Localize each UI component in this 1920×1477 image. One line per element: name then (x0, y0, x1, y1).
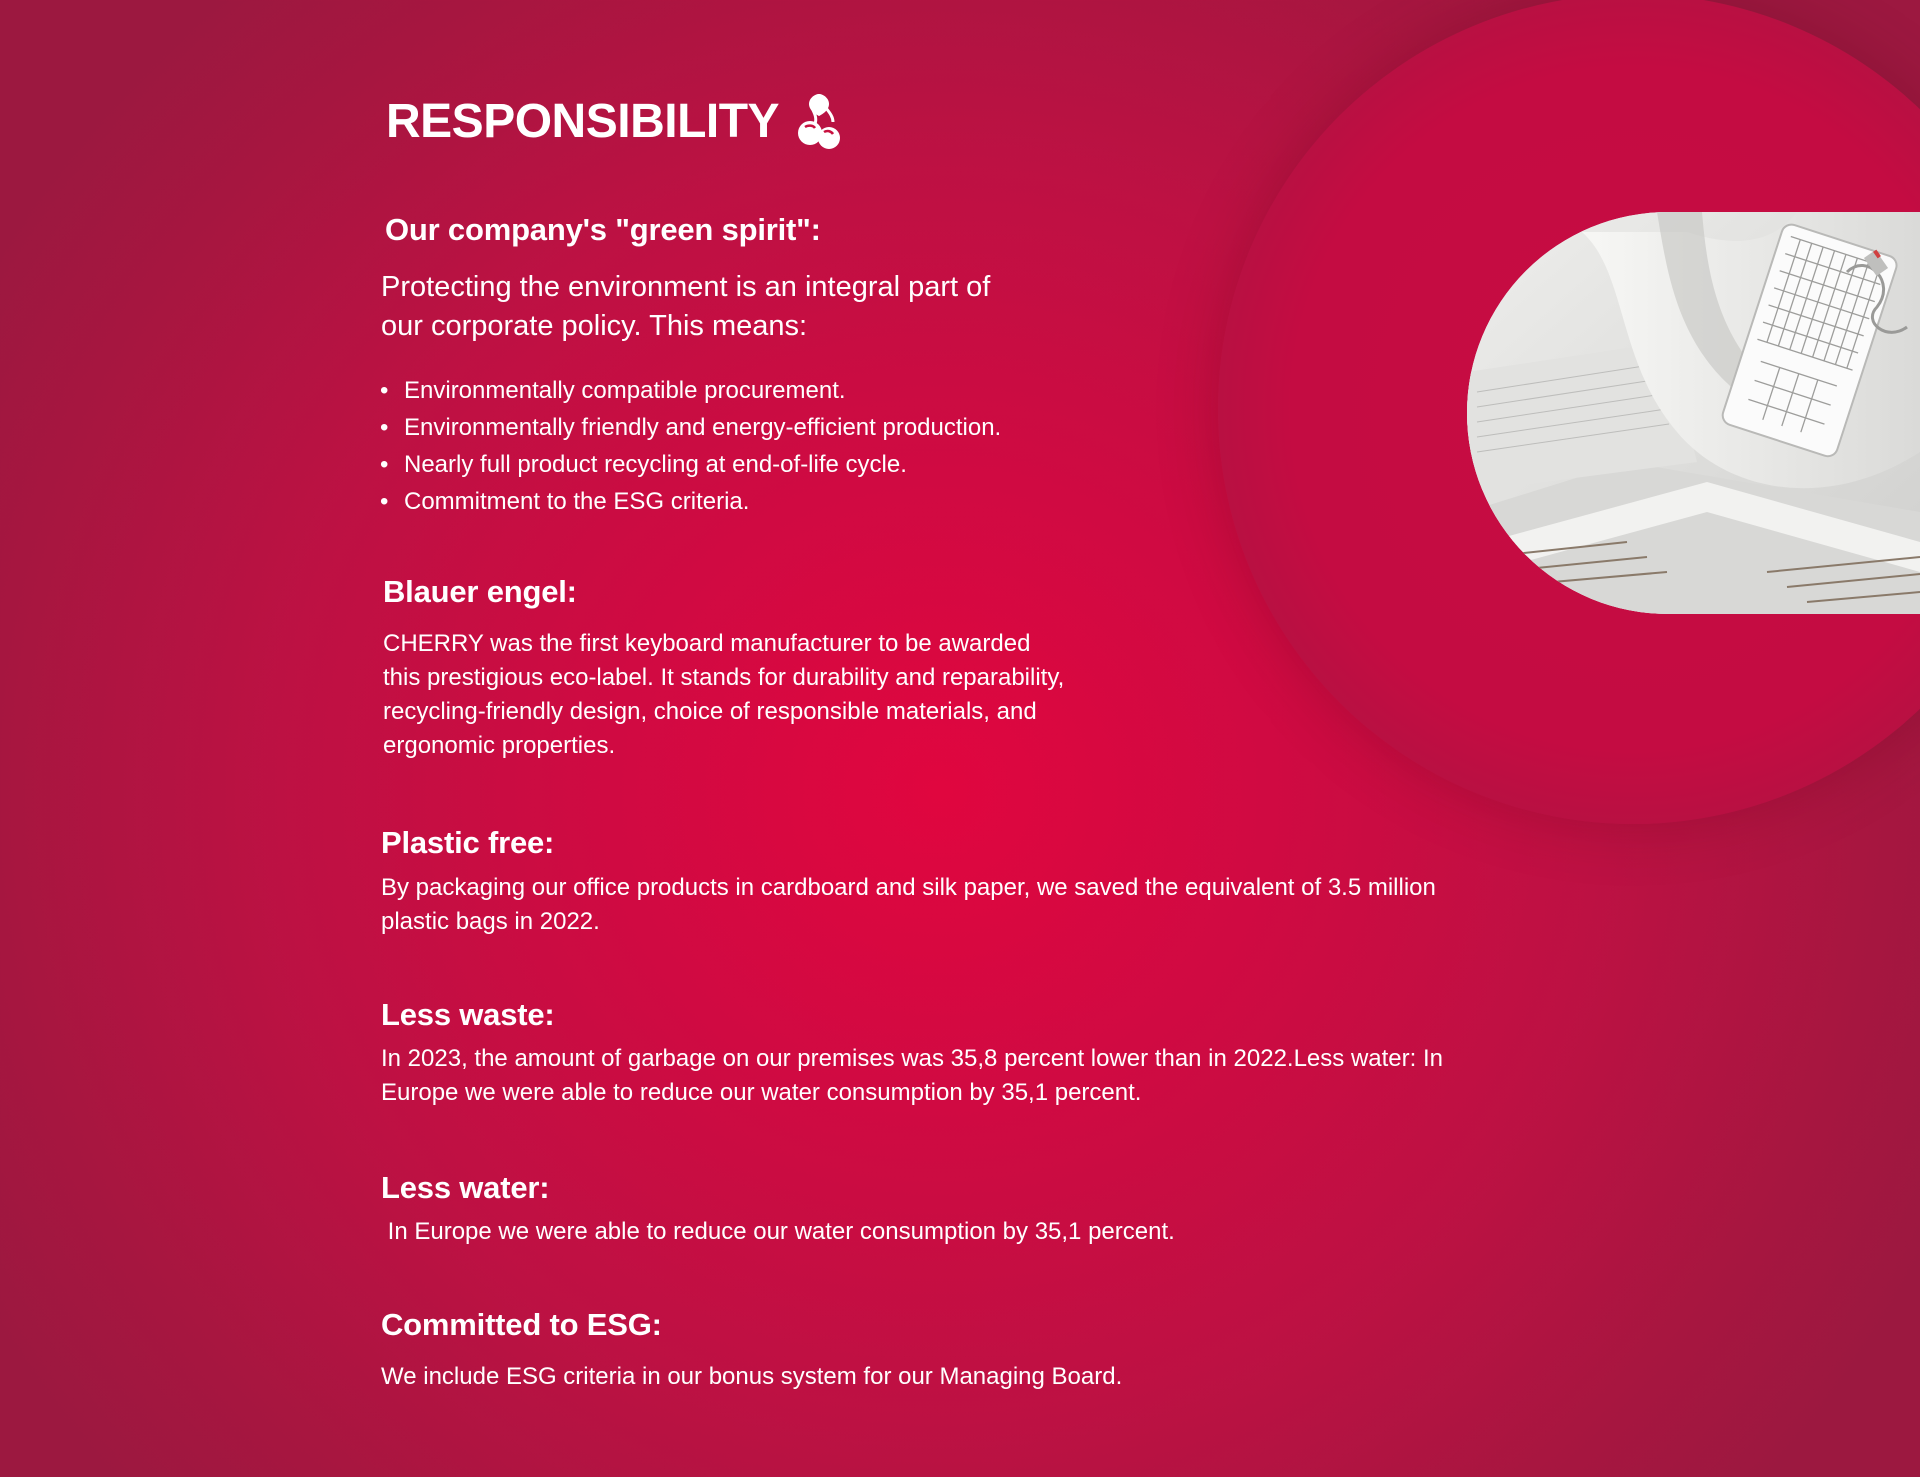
list-item: • Environmentally compatible procurement. (380, 372, 1001, 409)
page-title (386, 90, 845, 152)
less-waste-heading: Less waste: (381, 997, 555, 1032)
plastic-free-heading: Plastic free: (381, 825, 555, 860)
list-item: • Nearly full product recycling at end-of-life cycle. (380, 446, 1001, 483)
esg-heading: Committed to ESG: (381, 1307, 662, 1342)
blauer-engel-text-2: this prestigious eco-label. It stands for durability and reparability, (383, 664, 1065, 691)
page-title-text: RESPONSIBILITY (386, 94, 780, 148)
list-item: • Commitment to the ESG criteria. (380, 483, 1001, 520)
less-water-heading: Less water: (381, 1170, 550, 1205)
green-spirit-heading: Our company's "green spirit": (385, 212, 821, 247)
esg-text: We include ESG criteria in our bonus system for our Managing Board. (381, 1363, 1123, 1390)
blauer-engel-text-1: CHERRY was the first keyboard manufacturer to be awarded (383, 630, 1031, 657)
list-item: • Environmentally friendly and energy-efficient production. (380, 409, 1001, 446)
green-spirit-lead-2: our corporate policy. This means: (381, 310, 808, 342)
plastic-free-text-1: By packaging our office products in cardboard and silk paper, we saved the equivalent of 3.5 million (381, 874, 1436, 901)
green-spirit-lead-1: Protecting the environment is an integral part of (381, 271, 991, 303)
policy-list (380, 372, 1001, 520)
plastic-free-text-2: plastic bags in 2022. (381, 908, 600, 935)
less-waste-text-2: Europe we were able to reduce our water consumption by 35,1 percent. (381, 1079, 1142, 1106)
blauer-engel-text-3: recycling-friendly design, choice of responsible materials, and (383, 698, 1037, 725)
less-waste-text-1: In 2023, the amount of garbage on our premises was 35,8 percent lower than in 2022.Less water: In (381, 1045, 1443, 1072)
blauer-engel-text-4: ergonomic properties. (383, 732, 616, 759)
less-water-text: In Europe we were able to reduce our water consumption by 35,1 percent. (381, 1218, 1175, 1245)
blauer-engel-heading: Blauer engel: (383, 574, 577, 609)
cherry-icon (793, 90, 845, 152)
